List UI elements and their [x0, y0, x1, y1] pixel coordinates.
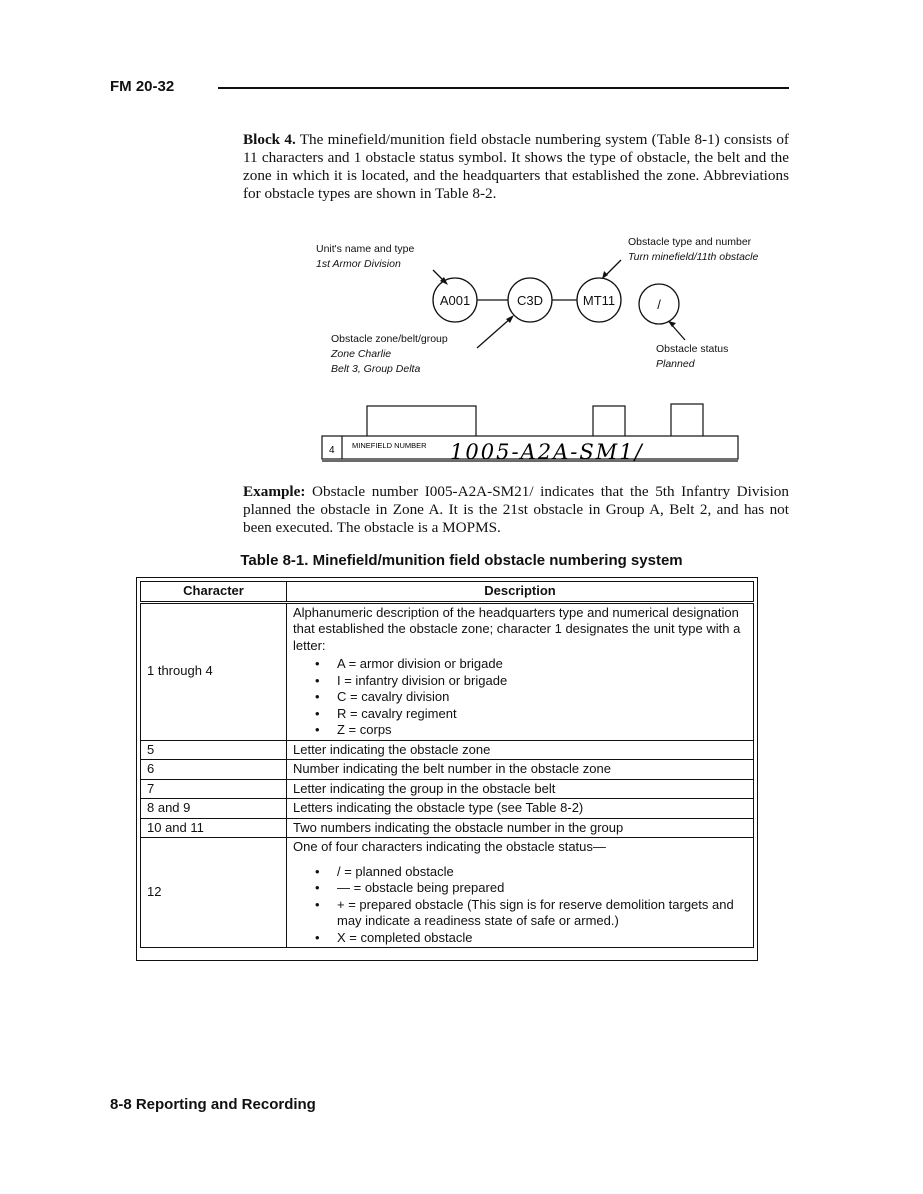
example-text: Obstacle number I005-A2A-SM21/ indicates that the 5th Infantry Division planned the obstacle in Zone A. It is the 21st obstacle in Group A, Belt 2, and has not been executed. The obstacle is a MOPMS.: [243, 483, 789, 536]
zone-example-1: Zone Charlie: [331, 348, 392, 360]
row-desc: Two numbers indicating the obstacle number in the group: [287, 818, 754, 838]
table-row: [141, 818, 754, 838]
row-desc-text: One of four characters indicating the obstacle status—: [293, 839, 606, 854]
circle-status-text: /: [657, 297, 661, 312]
header-description: Description: [287, 582, 754, 603]
header-character: Character: [141, 582, 287, 603]
row-char: 12: [141, 838, 287, 948]
example-paragraph: [243, 483, 789, 537]
unit-example: 1st Armor Division: [316, 258, 401, 270]
row-char: 6: [141, 760, 287, 780]
type-example: Turn minefield/11th obstacle: [628, 251, 759, 263]
numbering-table: [140, 581, 754, 948]
form-field-value: 1005-A2A-SM1/: [450, 440, 644, 464]
list-item: • + = prepared obstacle (This sign is for reserve demolition targets and may indicate a readiness state of safe or armed.): [293, 897, 745, 930]
table-header-row: [141, 582, 754, 603]
table-title: Table 8-1. Minefield/munition field obstacle numbering system: [240, 552, 683, 569]
block4-label: Block 4.: [243, 131, 296, 148]
form-field-label: MINEFIELD NUMBER: [352, 441, 427, 450]
table-row: [141, 602, 754, 740]
status-label: Obstacle status: [656, 343, 729, 355]
header-rule: [218, 87, 789, 89]
unit-label: Unit's name and type: [316, 243, 415, 255]
row-char: 10 and 11: [141, 818, 287, 838]
arrow-status: [671, 324, 685, 340]
row-desc: [287, 838, 754, 948]
circle-type-text: MT11: [582, 293, 616, 308]
row-char: 7: [141, 779, 287, 799]
list-item: • X = completed obstacle: [293, 930, 745, 947]
row-desc: Number indicating the belt number in the obstacle zone: [287, 760, 754, 780]
table-row: [141, 799, 754, 819]
row-desc: Letter indicating the obstacle zone: [287, 740, 754, 760]
row-desc: Letter indicating the group in the obstacle belt: [287, 779, 754, 799]
block4-paragraph: [243, 131, 789, 203]
row-char: 1 through 4: [141, 602, 287, 740]
list-item: • R = cavalry regiment: [293, 706, 745, 723]
list-item: • Z = corps: [293, 722, 745, 739]
list-item: • C = cavalry division: [293, 689, 745, 706]
zone-example-2: Belt 3, Group Delta: [331, 363, 421, 375]
table-row: [141, 740, 754, 760]
form-block-number: 4: [329, 445, 335, 456]
table-row: [141, 779, 754, 799]
list-item: • / = planned obstacle: [293, 864, 745, 881]
unit-type-list: [293, 656, 745, 739]
arrow-type: [605, 260, 621, 276]
page-footer: 8-8 Reporting and Recording: [110, 1096, 316, 1113]
row-desc: Letters indicating the obstacle type (see Table 8-2): [287, 799, 754, 819]
block4-text: The minefield/munition field obstacle numbering system (Table 8-1) consists of 11 characters and 1 obstacle status symbol. It shows the type of obstacle, the belt and the zone in which it is located, and the headquarters that established the zone. Abbreviations for obstacle types are shown in Table 8-2.: [243, 131, 789, 202]
type-label: Obstacle type and number: [628, 236, 752, 248]
list-item: • A = armor division or brigade: [293, 656, 745, 673]
arrow-zone: [477, 318, 511, 348]
circle-zone-text: C3D: [516, 293, 544, 308]
obstacle-number-figure: [305, 232, 759, 468]
zone-label: Obstacle zone/belt/group: [331, 333, 448, 345]
status-list: [293, 864, 745, 947]
list-item: • I = infantry division or brigade: [293, 673, 745, 690]
row-desc: [287, 602, 754, 740]
row-desc-text: Alphanumeric description of the headquarters type and numerical designation that established the obstacle zone; character 1 designates the unit type with a letter:: [293, 604, 741, 653]
table-row: [141, 838, 754, 948]
row-char: 8 and 9: [141, 799, 287, 819]
circle-unit-text: A001: [439, 293, 471, 308]
row-char: 5: [141, 740, 287, 760]
list-item: • — = obstacle being prepared: [293, 880, 745, 897]
document-id: FM 20-32: [110, 78, 175, 95]
status-example: Planned: [656, 358, 695, 370]
table-row: [141, 760, 754, 780]
example-label: Example:: [243, 483, 306, 500]
